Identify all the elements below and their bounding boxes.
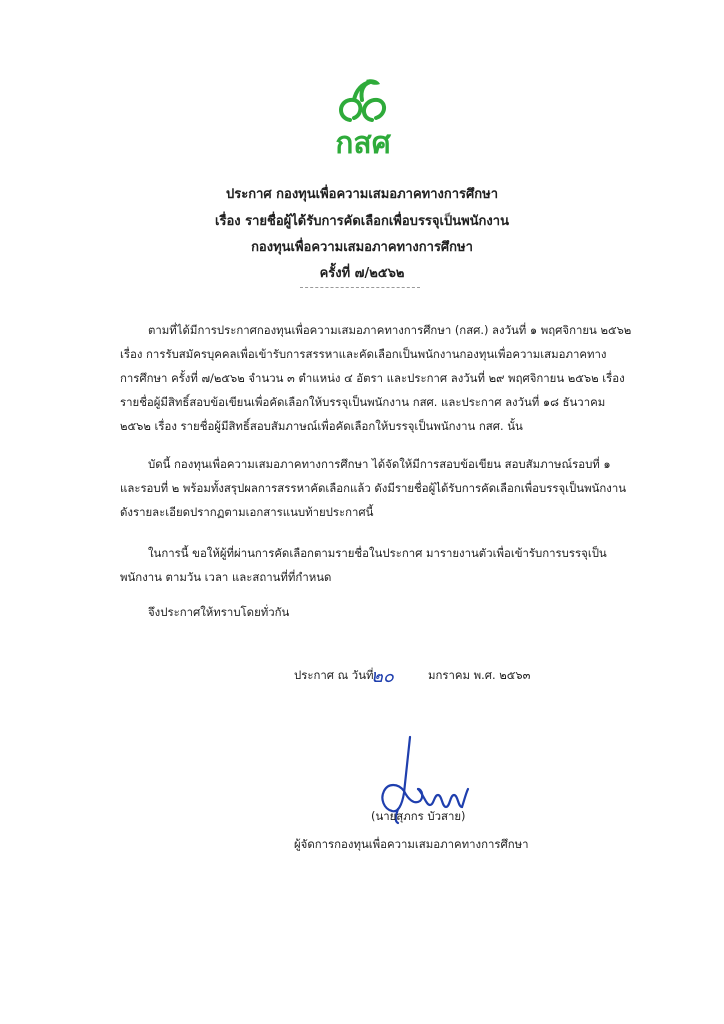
- announcement-subject-org: กองทุนเพื่อความเสมอภาคทางการศึกษา: [251, 240, 473, 255]
- announce-date-month-year: มกราคม พ.ศ. ๒๕๖๓: [428, 668, 531, 682]
- announcement-number: ครั้งที่ ๗/๒๕๖๒: [319, 266, 405, 281]
- paragraph-2-line: ดังรายละเอียดปรากฏตามเอกสารแนบท้ายประกาศนี้: [120, 505, 374, 519]
- paragraph-1-line: การศึกษา ครั้งที่ ๗/๒๕๖๒ จำนวน ๓ ตำแหน่ง ๔ อัตรา และประกาศ ลงวันที่ ๒๙ พฤศจิกายน ๒๕๖๒ เรื่อง: [120, 371, 625, 385]
- paragraph-3-line: พนักงาน ตามวัน เวลา และสถานที่ที่กำหนด: [120, 570, 332, 584]
- signer-position: ผู้จัดการกองทุนเพื่อความเสมอภาคทางการศึกษา: [294, 837, 529, 851]
- paragraph-1-line: รายชื่อผู้มีสิทธิ์สอบข้อเขียนเพื่อคัดเลือกให้บรรจุเป็นพนักงาน กสศ. และประกาศ ลงวันที่ ๑๘ ธันวาคม: [120, 395, 606, 409]
- announcement-title: ประกาศ กองทุนเพื่อความเสมอภาคทางการศึกษา: [225, 187, 499, 202]
- announce-date-day: ๒๐: [371, 666, 394, 687]
- paragraph-1-line: ๒๕๖๒ เรื่อง รายชื่อผู้มีสิทธิ์สอบสัมภาษณ์เพื่อคัดเลือกให้บรรจุเป็นพนักงาน กสศ. นั้น: [120, 419, 523, 433]
- paragraph-2-line: บัดนี้ กองทุนเพื่อความเสมอภาคทางการศึกษา ได้จัดให้มีการสอบข้อเขียน สอบสัมภาษณ์รอบที่ ๑: [148, 457, 611, 471]
- header-divider: [300, 287, 420, 288]
- announce-date-prefix: ประกาศ ณ วันที่: [294, 668, 374, 682]
- paragraph-2-line: และรอบที่ ๒ พร้อมทั้งสรุปผลการสรรหาคัดเลือกแล้ว ดังมีรายชื่อผู้ได้รับการคัดเลือกเพื่อบรรจุเป็นพนักงาน: [120, 481, 627, 495]
- logo-text: กสศ: [335, 126, 391, 161]
- signer-name: (นายสุภกร บัวสาย): [371, 809, 466, 823]
- organization-logo: [332, 78, 394, 160]
- paragraph-1-line: เรื่อง การรับสมัครบุคคลเพื่อเข้ารับการสรรหาและคัดเลือกเป็นพนักงานกองทุนเพื่อความเสมอภาคทาง: [120, 347, 607, 361]
- paragraph-1-line: ตามที่ได้มีการประกาศกองทุนเพื่อความเสมอภาคทางการศึกษา (กสศ.) ลงวันที่ ๑ พฤศจิกายน ๒๕๖๒: [148, 323, 632, 337]
- leaf-sprout-icon: [336, 78, 390, 122]
- paragraph-3-line: ในการนี้ ขอให้ผู้ที่ผ่านการคัดเลือกตามรายชื่อในประกาศ มารายงานตัวเพื่อเข้ารับการบรรจุเป็น: [148, 546, 607, 560]
- announcement-subject: เรื่อง รายชื่อผู้ได้รับการคัดเลือกเพื่อบรรจุเป็นพนักงาน: [215, 214, 509, 229]
- closing-statement: จึงประกาศให้ทราบโดยทั่วกัน: [148, 605, 290, 619]
